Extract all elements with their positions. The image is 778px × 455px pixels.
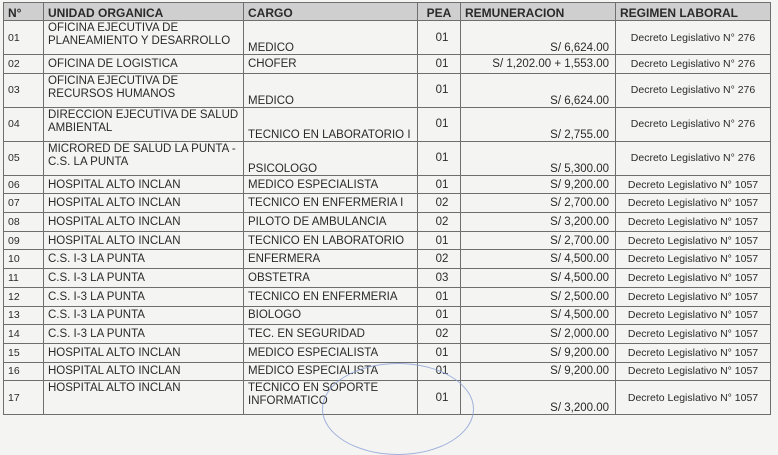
unidad-organica-cell: C.S. I-3 LA PUNTA bbox=[44, 269, 244, 288]
regimen-laboral-cell: Decreto Legislativo N° 276 bbox=[616, 55, 771, 74]
remuneracion-cell: S/ 9,200.00 bbox=[461, 362, 616, 381]
table-row bbox=[4, 287, 771, 306]
pea-cell: 01 bbox=[418, 381, 461, 415]
unidad-organica-cell: HOSPITAL ALTO INCLAN bbox=[44, 381, 244, 415]
pea-cell: 01 bbox=[418, 231, 461, 250]
row-number: 14 bbox=[4, 325, 44, 344]
header-pea: PEA bbox=[418, 3, 461, 21]
table-row bbox=[4, 107, 771, 141]
regimen-laboral-cell: Decreto Legislativo N° 1057 bbox=[616, 325, 771, 344]
pea-cell: 01 bbox=[418, 362, 461, 381]
cargo-cell: BIOLOGO bbox=[244, 306, 418, 325]
table-row bbox=[4, 73, 771, 107]
cargo-cell: PILOTO DE AMBULANCIA bbox=[244, 213, 418, 232]
cargo-cell: MEDICO ESPECIALISTA bbox=[244, 175, 418, 194]
remuneracion-cell: S/ 2,700.00 bbox=[461, 194, 616, 213]
header-cargo: CARGO bbox=[244, 3, 418, 21]
regimen-laboral-cell: Decreto Legislativo N° 276 bbox=[616, 141, 771, 175]
pea-cell: 01 bbox=[418, 141, 461, 175]
unidad-organica-cell: HOSPITAL ALTO INCLAN bbox=[44, 175, 244, 194]
remuneracion-cell: S/ 2,000.00 bbox=[461, 325, 616, 344]
row-number: 08 bbox=[4, 213, 44, 232]
unidad-organica-cell: OFICINA DE LOGISTICA bbox=[44, 55, 244, 74]
row-number: 11 bbox=[4, 269, 44, 288]
pea-cell: 02 bbox=[418, 194, 461, 213]
header-regimen: REGIMEN LABORAL bbox=[616, 3, 771, 21]
cargo-cell: MEDICO ESPECIALISTA bbox=[244, 343, 418, 362]
regimen-laboral-cell: Decreto Legislativo N° 1057 bbox=[616, 231, 771, 250]
table-body bbox=[4, 21, 771, 415]
unidad-organica-cell: HOSPITAL ALTO INCLAN bbox=[44, 231, 244, 250]
row-number: 17 bbox=[4, 381, 44, 415]
row-number: 13 bbox=[4, 306, 44, 325]
regimen-laboral-cell: Decreto Legislativo N° 276 bbox=[616, 21, 771, 55]
unidad-organica-cell: C.S. I-3 LA PUNTA bbox=[44, 325, 244, 344]
cargo-cell: PSICOLOGO bbox=[244, 141, 418, 175]
regimen-laboral-cell: Decreto Legislativo N° 276 bbox=[616, 107, 771, 141]
unidad-organica-cell: C.S. I-3 LA PUNTA bbox=[44, 287, 244, 306]
remuneracion-cell: S/ 2,755.00 bbox=[461, 107, 616, 141]
unidad-organica-cell: HOSPITAL ALTO INCLAN bbox=[44, 194, 244, 213]
cargo-cell: CHOFER bbox=[244, 55, 418, 74]
unidad-organica-cell: HOSPITAL ALTO INCLAN bbox=[44, 343, 244, 362]
pea-cell: 02 bbox=[418, 250, 461, 269]
header-num: N° bbox=[4, 3, 44, 21]
remuneracion-cell: S/ 4,500.00 bbox=[461, 250, 616, 269]
pea-cell: 01 bbox=[418, 306, 461, 325]
regimen-laboral-cell: Decreto Legislativo N° 1057 bbox=[616, 213, 771, 232]
regimen-laboral-cell: Decreto Legislativo N° 1057 bbox=[616, 287, 771, 306]
pea-cell: 01 bbox=[418, 73, 461, 107]
table-row bbox=[4, 362, 771, 381]
table-row bbox=[4, 21, 771, 55]
regimen-laboral-cell: Decreto Legislativo N° 1057 bbox=[616, 306, 771, 325]
cargo-cell: TECNICO EN ENFERMERIA bbox=[244, 287, 418, 306]
pea-cell: 02 bbox=[418, 325, 461, 344]
row-number: 05 bbox=[4, 141, 44, 175]
pea-cell: 01 bbox=[418, 55, 461, 74]
table-row bbox=[4, 231, 771, 250]
remuneracion-cell: S/ 1,202.00 + 1,553.00 bbox=[461, 55, 616, 74]
table-header bbox=[4, 3, 771, 21]
pea-cell: 03 bbox=[418, 269, 461, 288]
table-row bbox=[4, 213, 771, 232]
pea-cell: 02 bbox=[418, 213, 461, 232]
remuneracion-cell: S/ 6,624.00 bbox=[461, 73, 616, 107]
remuneracion-cell: S/ 2,500.00 bbox=[461, 287, 616, 306]
table-row bbox=[4, 325, 771, 344]
row-number: 09 bbox=[4, 231, 44, 250]
regimen-laboral-cell: Decreto Legislativo N° 276 bbox=[616, 73, 771, 107]
regimen-laboral-cell: Decreto Legislativo N° 1057 bbox=[616, 343, 771, 362]
row-number: 03 bbox=[4, 73, 44, 107]
row-number: 15 bbox=[4, 343, 44, 362]
remuneracion-cell: S/ 3,200.00 bbox=[461, 381, 616, 415]
row-number: 06 bbox=[4, 175, 44, 194]
unidad-organica-cell: MICRORED DE SALUD LA PUNTA - C.S. LA PUNTA bbox=[44, 141, 244, 175]
table-row bbox=[4, 250, 771, 269]
remuneracion-cell: S/ 4,500.00 bbox=[461, 269, 616, 288]
row-number: 12 bbox=[4, 287, 44, 306]
table-row bbox=[4, 306, 771, 325]
regimen-laboral-cell: Decreto Legislativo N° 1057 bbox=[616, 362, 771, 381]
unidad-organica-cell: DIRECCION EJECUTIVA DE SALUD AMBIENTAL bbox=[44, 107, 244, 141]
pea-cell: 01 bbox=[418, 287, 461, 306]
table-row bbox=[4, 55, 771, 74]
unidad-organica-cell: OFICINA EJECUTIVA DE PLANEAMIENTO Y DESARROLLO bbox=[44, 21, 244, 55]
row-number: 07 bbox=[4, 194, 44, 213]
unidad-organica-cell: C.S. I-3 LA PUNTA bbox=[44, 250, 244, 269]
regimen-laboral-cell: Decreto Legislativo N° 1057 bbox=[616, 381, 771, 415]
regimen-laboral-cell: Decreto Legislativo N° 1057 bbox=[616, 250, 771, 269]
regimen-laboral-cell: Decreto Legislativo N° 1057 bbox=[616, 269, 771, 288]
header-remuneracion: REMUNERACION bbox=[461, 3, 616, 21]
unidad-organica-cell: OFICINA EJECUTIVA DE RECURSOS HUMANOS bbox=[44, 73, 244, 107]
table-row bbox=[4, 141, 771, 175]
cargo-cell: TECNICO EN SOPORTE INFORMATICO bbox=[244, 381, 418, 415]
cargo-cell: TECNICO EN ENFERMERIA I bbox=[244, 194, 418, 213]
regimen-laboral-cell: Decreto Legislativo N° 1057 bbox=[616, 175, 771, 194]
cargo-cell: MEDICO bbox=[244, 21, 418, 55]
plazas-table bbox=[3, 2, 771, 415]
table-row bbox=[4, 175, 771, 194]
row-number: 01 bbox=[4, 21, 44, 55]
cargo-cell: MEDICO bbox=[244, 73, 418, 107]
remuneracion-cell: S/ 3,200.00 bbox=[461, 213, 616, 232]
unidad-organica-cell: C.S. I-3 LA PUNTA bbox=[44, 306, 244, 325]
pea-cell: 01 bbox=[418, 175, 461, 194]
cargo-cell: ENFERMERA bbox=[244, 250, 418, 269]
cargo-cell: OBSTETRA bbox=[244, 269, 418, 288]
row-number: 16 bbox=[4, 362, 44, 381]
remuneracion-cell: S/ 6,624.00 bbox=[461, 21, 616, 55]
row-number: 02 bbox=[4, 55, 44, 74]
unidad-organica-cell: HOSPITAL ALTO INCLAN bbox=[44, 213, 244, 232]
cargo-cell: TECNICO EN LABORATORIO bbox=[244, 231, 418, 250]
cargo-cell: TECNICO EN LABORATORIO I bbox=[244, 107, 418, 141]
remuneracion-cell: S/ 4,500.00 bbox=[461, 306, 616, 325]
remuneracion-cell: S/ 2,700.00 bbox=[461, 231, 616, 250]
pea-cell: 01 bbox=[418, 343, 461, 362]
pea-cell: 01 bbox=[418, 107, 461, 141]
remuneracion-cell: S/ 5,300.00 bbox=[461, 141, 616, 175]
cargo-cell: TEC. EN SEGURIDAD bbox=[244, 325, 418, 344]
cargo-cell: MEDICO ESPECIALISTA bbox=[244, 362, 418, 381]
remuneracion-cell: S/ 9,200.00 bbox=[461, 343, 616, 362]
pea-cell: 01 bbox=[418, 21, 461, 55]
regimen-laboral-cell: Decreto Legislativo N° 1057 bbox=[616, 194, 771, 213]
unidad-organica-cell: HOSPITAL ALTO INCLAN bbox=[44, 362, 244, 381]
remuneracion-cell: S/ 9,200.00 bbox=[461, 175, 616, 194]
table-row bbox=[4, 381, 771, 415]
header-unidad: UNIDAD ORGANICA bbox=[44, 3, 244, 21]
table-row bbox=[4, 343, 771, 362]
table-row bbox=[4, 194, 771, 213]
row-number: 10 bbox=[4, 250, 44, 269]
table-row bbox=[4, 269, 771, 288]
row-number: 04 bbox=[4, 107, 44, 141]
